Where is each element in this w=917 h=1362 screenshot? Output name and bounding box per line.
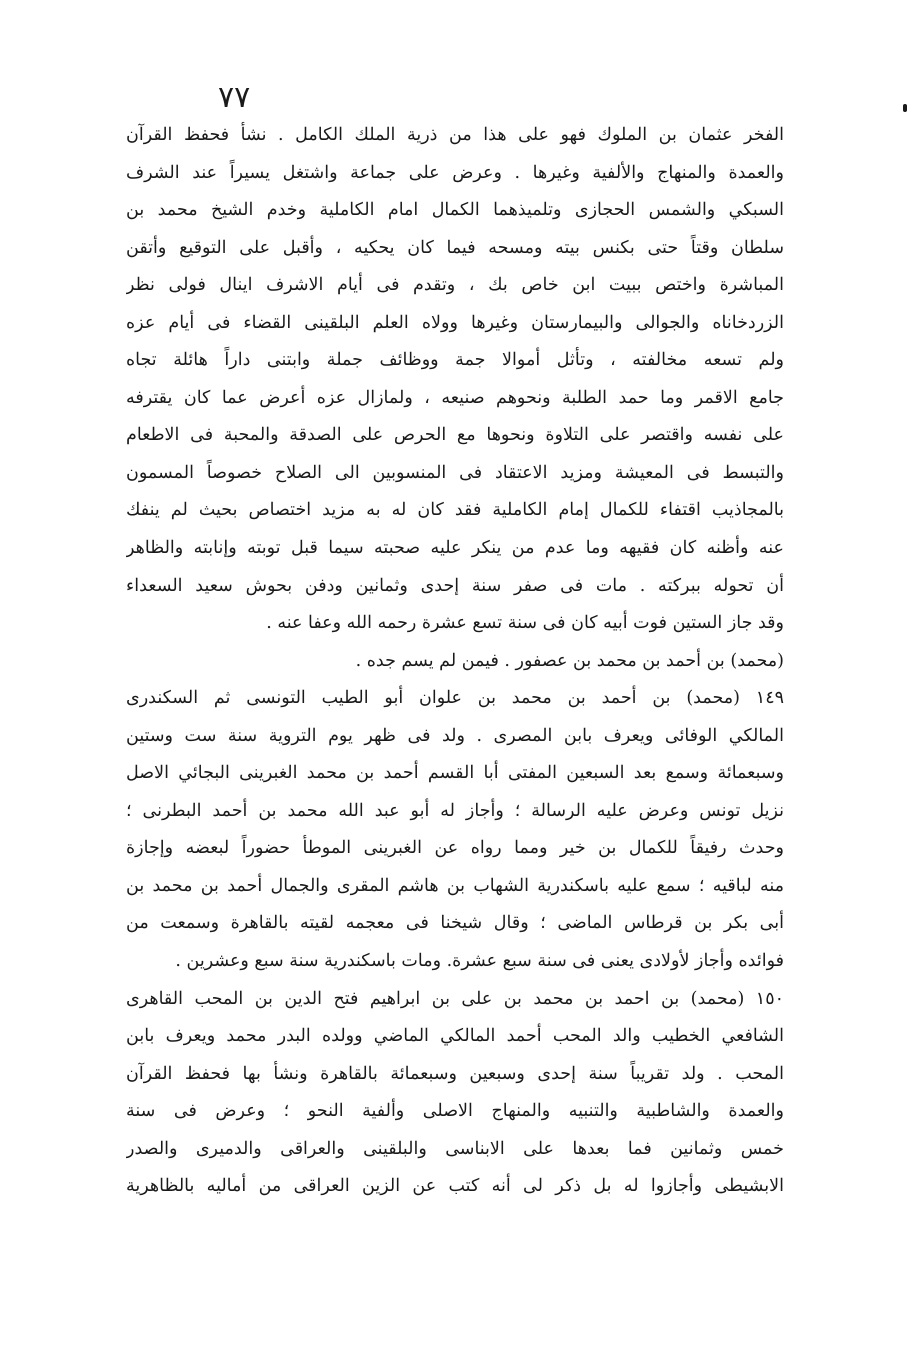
text-line: وقد جاز الستين فوت أبيه كان فى سنة تسع عشرة رحمه الله وعفا عنه . <box>266 613 784 634</box>
text-line: وحدث رفيقاً للكمال بن خير ومما رواه عن الغبرينى الموطأ حضوراً لبعضه وإجازة <box>126 838 784 859</box>
text-line: والتبسط فى المعيشة ومزيد الاعتقاد فى المنسوبين الى الصلاح خصوصاً المسمون <box>126 462 784 483</box>
text-line: المالكي الوفائى ويعرف بابن المصرى . ولد فى ظهر يوم التروية سنة ست وستين <box>126 725 784 746</box>
entry-150-line: ١٥٠ (محمد) بن احمد بن محمد بن على بن ابراهيم فتح الدين بن المحب القاهرى <box>126 988 784 1009</box>
margin-mark <box>903 104 907 112</box>
text-line: خمس وثمانين فما بعدها على الابناسى والبلقينى والعراقى والدميرى والصدر <box>126 1138 784 1159</box>
text-line: وسبعمائة وسمع بعد السبعين المفتى أبا القسم أحمد بن محمد الغبرينى البجائي الاصل <box>126 763 784 784</box>
text-line: ولم تسعه مخالفته ، وتأثل أموالا جمة ووظائف جملة وابتنى داراً هائلة تجاه <box>126 350 784 371</box>
text-line: جامع الاقمر وما حمد الطلبة ونحوهم صنيعه ، ولمازال عزه أعرض عما كان يقترفه <box>126 387 784 408</box>
text-line: الشافعي الخطيب والد المحب أحمد المالكي الماضي وولده البدر محمد ويعرف بابن <box>126 1026 784 1047</box>
body-text <box>126 117 784 1206</box>
text-line: عنه وأظنه كان فقيهه وما عدم من ينكر عليه صحبته سيما قبل توبته وإنابته والظاهر <box>126 538 784 559</box>
text-line: منه لباقيه ؛ سمع عليه باسكندرية الشهاب بن هاشم المقرى والجمال أحمد بن محمد بن <box>126 875 784 896</box>
text-line: الزردخاناه والجوالى والبيمارستان وغيرها وولاه العلم البلقينى القضاء فى أيام عزه <box>126 312 784 333</box>
text-line: والعمدة والمنهاج والألفية وغيرها . وعرض على جماعة واشتغل يسيراً عند الشرف <box>126 162 784 183</box>
text-line: على نفسه واقتصر على التلاوة ونحوها مع الحرص على الصدقة والمحبة فى الاطعام <box>126 425 784 446</box>
text-line: المحب . ولد تقريباً سنة إحدى وسبعين وسبعمائة بالقاهرة ونشأ بها فحفظ القرآن <box>126 1063 784 1084</box>
text-line: السبكي والشمس الحجازى وتلميذهما الكمال امام الكاملية وخدم الشيخ محمد بن <box>126 200 784 221</box>
text-line: أن تحوله ببركته . مات فى صفر سنة إحدى وثمانين ودفن بحوش سعيد السعداء <box>126 575 784 596</box>
page-number: ٧٧ <box>218 80 251 115</box>
entry-heading-line: (محمد) بن أحمد بن محمد بن عصفور . فيمن لم يسم جده . <box>355 650 784 671</box>
text-line: والعمدة والشاطبية والتنبيه والمنهاج الاصلى وألفية النحو ؛ وعرض فى سنة <box>126 1101 784 1122</box>
text-line: بالمجاذيب اقتفاء للكمال إمام الكاملية فقد كان له به مزيد اختصاص بحيث لم ينفك <box>126 500 784 521</box>
text-line: فوائده وأجاز لأولادى يعنى فى سنة سبع عشرة. ومات باسكندرية سنة سبع وعشرين . <box>175 951 784 972</box>
text-line: الابشيطى وأجازوا له بل ذكر لى أنه كتب عن الزين العراقى من أماليه بالظاهرية <box>126 1176 784 1197</box>
entry-149-line: ١٤٩ (محمد) بن أحمد بن محمد بن علوان أبو الطيب التونسى ثم السكندرى <box>126 688 784 709</box>
text-line: أبى بكر بن قرطاس الماضى ؛ وقال شيخنا فى معجمه لقيته بالقاهرة وسمعت من <box>126 913 784 934</box>
text-line: المباشرة واختص ببيت ابن خاص بك ، وتقدم فى أيام الاشرف اينال فولى نظر <box>126 275 784 296</box>
text-line: سلطان وقتاً حتى بكنس بيته ومسحه فيما كان يحكيه ، وأقبل على التوقيع وأتقن <box>126 237 784 258</box>
text-line: نزيل تونس وعرض عليه الرسالة ؛ وأجاز له أبو عبد الله محمد بن أحمد البطرنى ؛ <box>126 800 784 821</box>
text-line: الفخر عثمان بن الملوك فهو على هذا من ذرية الملك الكامل . نشأ فحفظ القرآن <box>126 125 784 145</box>
